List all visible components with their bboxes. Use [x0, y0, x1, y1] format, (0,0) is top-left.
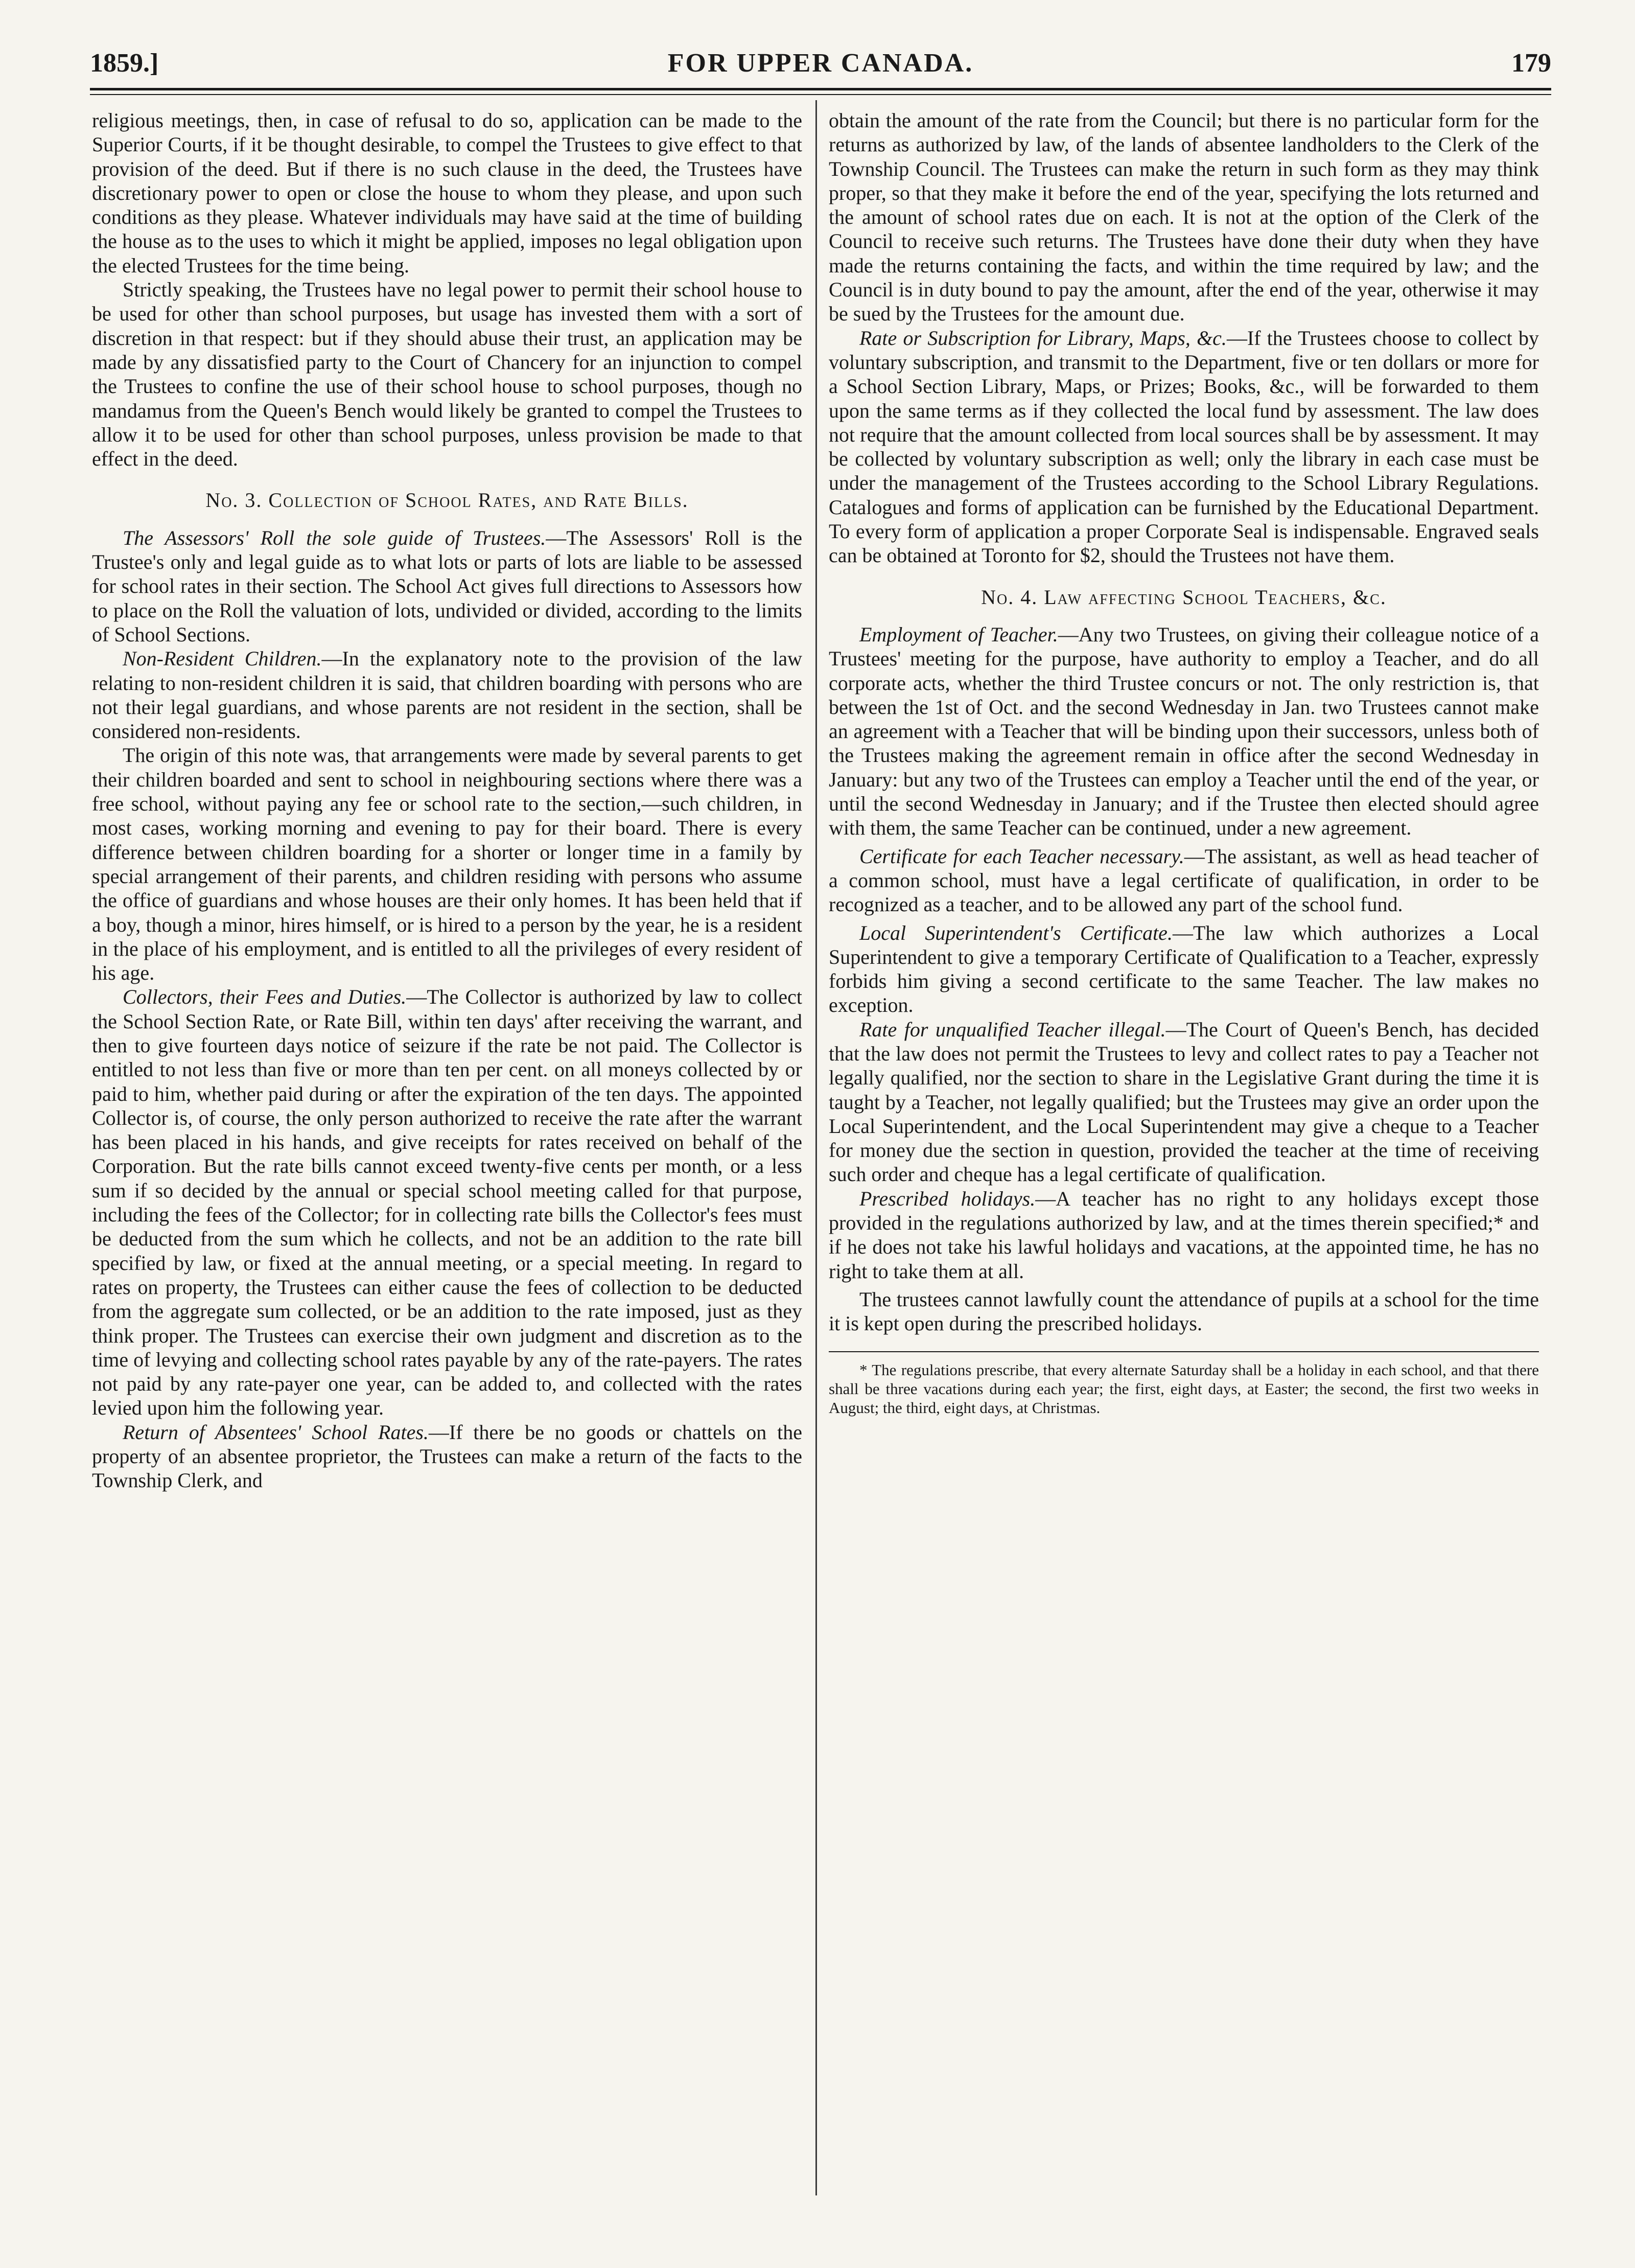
header-rule-thick [90, 88, 1551, 90]
paragraph-lead: Return of Absentees' School Rates. [123, 1420, 429, 1444]
paragraph [829, 844, 1539, 917]
paragraph-text: —If the Trustees choose to collect by voluntary subscription, and transmit to the Department, five or ten dollars or more for a School Section Library, Maps, or Prizes; Books, &c., will be forwarded to them upon the same terms as if they collected the local fund by assessment. The law does not require that the amount collected from local sources shall be by assessment. It may be collected by voluntary subscription as well; only the library in each case must be under the management of the Trustees according to the School Library Regulations. Catalogues and forms of application can be furnished by the Educational Department. To every form of application a proper Corporate Seal is indispensable. Engraved seals can be obtained at Toronto for $2, should the Trustees not have them. [829, 326, 1539, 567]
paragraph-text: —The law which authorizes a Local Superintendent to give a temporary Certificate of Qualification to a Teacher, expressly forbids him giving a second certificate to the same Teacher. The law makes no exception. [829, 921, 1539, 1017]
paragraph [829, 1187, 1539, 1283]
header-rule-thin [90, 94, 1551, 95]
paragraph-text: —The Collector is authorized by law to collect the School Section Rate, or Rate Bill, within ten days' after receiving the warrant, and then to give fourteen days notice of seizure if the rate be not paid. The Collector is entitled to not less than five or more than ten per cent. on all moneys collected by or paid to him, whether paid during or after the expiration of the ten days. The appointed Collector is, of course, the only person authorized to receive the rate after the warrant has been placed in his hands, and give receipts for rates received on behalf of the Corporation. But the rate bills cannot exceed twenty-five cents per month, or a less sum if so decided by the annual or special school meeting called for that purpose, including the fees of the Collector; for in collecting rate bills the Collector's fees must be deducted from the sum which he collects, and not be an addition to the rate bill specified by law, or fixed at the annual meeting, or a special meeting. In regard to rates on property, the Trustees can either cause the fees of collection to be deducted from the aggregate sum collected, or be an addition to the rate imposed, just as they think proper. The Trustees can exercise their own judgment and discretion as to the time of levying and collecting school rates payable by any of the rate-payers. The rates not paid by any rate-payer one year, can be added to, and collected with the rates levied upon him the following year. [92, 985, 802, 1420]
section-heading: No. 3. Collection of School Rates, and Rate Bills. [205, 489, 689, 512]
paragraph-text: —In the explanatory note to the provision of the law relating to non-resident children it is said, that children boarding with persons who are not their legal guardians, and whose parents are not resident in the section, shall be considered non-residents. [92, 647, 802, 743]
paragraph-lead: Local Superintendent's Certificate. [859, 921, 1173, 944]
paragraph [92, 526, 802, 646]
paragraph-lead: Non-Resident Children. [123, 647, 322, 670]
paragraph [829, 1017, 1539, 1187]
running-header [90, 34, 1551, 90]
left-column [92, 108, 802, 1493]
footnote-rule [829, 1351, 1539, 1352]
paragraph [829, 921, 1539, 1017]
paragraph-lead: Rate for unqualified Teacher illegal. [859, 1017, 1166, 1041]
paragraph-lead: Prescribed holidays. [859, 1187, 1036, 1210]
paragraph [92, 646, 802, 743]
paragraph-lead: Rate or Subscription for Library, Maps, &c. [859, 326, 1227, 350]
paragraph [92, 985, 802, 1420]
paragraph-text: —The Court of Queen's Bench, has decided that the law does not permit the Trustees to levy and collect rates to pay a Teacher not legally qualified, nor the section to share in the Legislative Grant during the time it is taught by a Teacher, not legally qualified; but the Trustees may give an order upon the Local Superintendent, and the Local Superintendent may give a cheque to a Teacher for money due the section in question, provided the teacher at the time of receiving such order and cheque has a legal certificate of qualification. [829, 1017, 1539, 1186]
paragraph [829, 326, 1539, 568]
header-title: FOR UPPER CANADA. [667, 49, 974, 78]
paragraph-text: —Any two Trustees, on giving their colleague notice of a Trustees' meeting for the purpose, have authority to employ a Teacher, and do all corporate acts, whether the third Trustee concurs or not. The only restriction is, that between the 1st of Oct. and the second Wednesday in Jan. two Trustees cannot make an agreement with a Teacher that will be binding upon their successors, unless both of the Trustees making the agreement remain in office after the second Wednesday in January: but any two of the Trustees can employ a Teacher until the end of the year, or until the second Wednesday in January; and if the Trustee then elected should agree with them, the same Teacher can be continued, under a new agreement. [829, 622, 1539, 840]
column-divider [815, 100, 817, 2195]
paragraph: Strictly speaking, the Trustees have no legal power to permit their school house to be used for other than school purposes, but usage has invested them with a sort of discretion in that respect: but if they should abuse their trust, an application may be made by any dissatisfied party to the Court of Chancery for an injunction to compel the Trustees to confine the use of their school house to school purposes, though no mandamus from the Queen's Bench would likely be granted to compel the Trustees to allow it to be used for other than school purposes, unless provision be made to that effect in the deed. [92, 278, 802, 471]
paragraph-text: —A teacher has no right to any holidays except those provided in the regulations authorized by law, and at the times therein specified;* and if he does not take his lawful holidays and vacations, at the appointed time, he has no right to take them at all. [829, 1187, 1539, 1283]
paragraph-lead: The Assessors' Roll the sole guide of Trustees. [123, 526, 546, 549]
paragraph-lead: Certificate for each Teacher necessary. [859, 844, 1184, 868]
paragraph: obtain the amount of the rate from the Council; but there is no particular form for the returns as authorized by law, of the lands of absentee landholders to the Clerk of the Township Council. The Trustees can make the return in such form as they may think proper, so that they make it before the end of the year, specifying the lots returned and the amount of school rates due on each. It is not at the option of the Clerk of the Council to receive such returns. The Trustees have done their duty when they have made the returns containing the facts, and within the time required by law; and the Council is in duty bound to pay the amount, after the end of the year, otherwise it may be sued by the Trustees for the amount due. [829, 109, 1539, 326]
paragraph: religious meetings, then, in case of refusal to do so, application can be made to the Superior Courts, if it be thought desirable, to compel the Trustees to give effect to that provision of the deed. But if there is no such clause in the deed, the Trustees have discretionary power to open or close the house to whom they please, and upon such conditions as they please. Whatever individuals may have said at the time of building the house as to the uses to which it might be applied, imposes no legal obligation upon the elected Trustees for the time being. [92, 109, 802, 277]
paragraph-text: —The assistant, as well as head teacher of a common school, must have a legal certificate of qualification, in order to be recognized as a teacher, and to be allowed any part of the school fund. [829, 844, 1539, 916]
paragraph-lead: Collectors, their Fees and Duties. [123, 985, 407, 1009]
header-year: 1859.] [90, 49, 159, 78]
paragraph [829, 622, 1539, 840]
paragraph: The trustees cannot lawfully count the attendance of pupils at a school for the time it is kept open during the prescribed holidays. [829, 1287, 1539, 1335]
paragraph-text: —The Assessors' Roll is the Trustee's only and legal guide as to what lots or parts of lots are liable to be assessed for school rates in their section. The School Act gives full directions to Assessors how to place on the Roll the valuation of lots, undivided or divided, according to the limits of School Sections. [92, 526, 803, 646]
paragraph-text: —If there be no goods or chattels on the property of an absentee proprietor, the Trustees can make a return of the facts to the Township Clerk, and [92, 1420, 802, 1492]
right-column [829, 108, 1539, 1417]
section-heading: No. 4. Law affecting School Teachers, &c. [981, 585, 1387, 609]
paragraph-lead: Employment of Teacher. [859, 622, 1058, 646]
footnote: * The regulations prescribe, that every alternate Saturday shall be a holiday in each school, and that there shall be three vacations during each year; the first, eight days, at Easter; the second, the first two weeks in August; the third, eight days, at Christmas. [829, 1360, 1539, 1417]
paragraph: The origin of this note was, that arrangements were made by several parents to get their children boarded and sent to school in neighbouring sections where there was a free school, without paying any fee or school rate to the section,—such children, in most cases, working morning and evening to pay for their board. There is every difference between children boarding for a shorter or longer time in a family by special arrangement of their parents, and children residing with persons who assume the office of guardians and whose houses are their only homes. It has been held that if a boy, though a minor, hires himself, or is hired to a person by the year, he is a resident in the place of his employment, and is entitled to all the privileges of every resident of his age. [92, 744, 802, 985]
page-number: 179 [1511, 49, 1551, 78]
paragraph [92, 1420, 802, 1493]
